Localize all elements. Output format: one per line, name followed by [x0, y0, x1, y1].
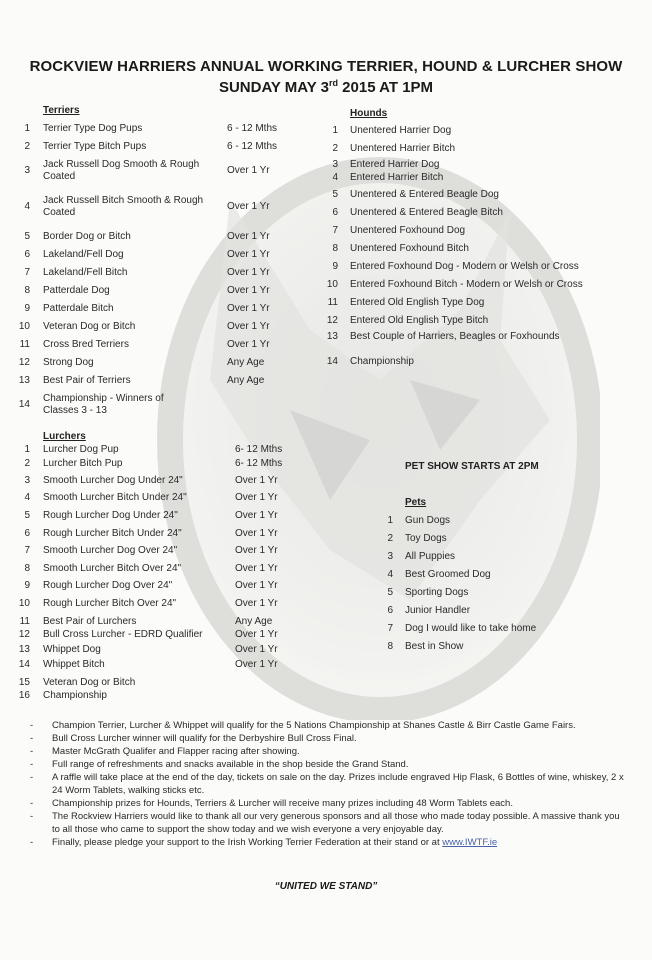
terrier-class-age: Over 1 Yr	[227, 249, 270, 260]
hound-class-number: 9	[332, 261, 338, 272]
terrier-class-name-cont: Classes 3 - 13	[43, 405, 107, 416]
terrier-class-name: Terrier Type Bitch Pups	[43, 141, 147, 152]
hound-class-name: Best Couple of Harriers, Beagles or Foxhounds	[350, 331, 560, 342]
note-item: - Full range of refreshments and snacks available in the shop beside the Grand Stand.	[30, 759, 409, 770]
lurcher-class-number: 3	[24, 475, 30, 486]
hound-class-name: Unentered Foxhound Bitch	[350, 243, 469, 254]
lurcher-class-age: Any Age	[235, 616, 273, 627]
lurcher-class-number: 4	[24, 492, 30, 503]
hound-class-name: Entered Old English Type Bitch	[350, 315, 489, 326]
lurcher-class-age: Over 1 Yr	[235, 644, 278, 655]
hound-class-number: 3	[332, 159, 338, 170]
pet-class-name: Junior Handler	[405, 605, 471, 616]
lurcher-class-number: 9	[24, 580, 30, 591]
note-item: - The Rockview Harriers would like to thank all our very generous sponsors and all those who made today possible. A massive thank you to all those who came to support the show today and we wish everyone a very enjoyable day.	[30, 811, 620, 835]
show-notes	[30, 719, 630, 849]
pet-class-number: 4	[387, 569, 393, 580]
lurcher-class-age: Over 1 Yr	[235, 659, 278, 670]
hound-class-number: 8	[332, 243, 338, 254]
lurcher-class-name: Smooth Lurcher Bitch Over 24"	[43, 563, 182, 574]
hound-class-name: Championship	[350, 356, 414, 367]
hound-class-number: 2	[332, 143, 338, 154]
pet-class-number: 3	[387, 551, 393, 562]
terrier-class-number: 7	[24, 267, 30, 278]
terrier-class-name: Championship - Winners of	[43, 393, 164, 404]
hound-class-number: 7	[332, 225, 338, 236]
terrier-class-number: 14	[18, 399, 30, 410]
terrier-class-name: Best Pair of Terriers	[43, 375, 131, 386]
hound-class-name: Unentered & Entered Beagle Dog	[350, 189, 499, 200]
hound-class-number: 11	[327, 297, 338, 308]
hound-class-name: Unentered Harrier Dog	[350, 125, 452, 136]
lurcher-class-age: 6- 12 Mths	[235, 458, 283, 469]
note-item: - A raffle will take place at the end of the day, tickets on sale on the day. Prizes include engraved Hip Flask, 6 Bottles of wine, whiskey, 2 x 24 Worm Tablets, walking sticks etc.	[30, 772, 624, 796]
terrier-class-age: Over 1 Yr	[227, 321, 270, 332]
terrier-class-name: Patterdale Dog	[43, 285, 110, 296]
hound-class-number: 13	[326, 331, 338, 342]
terrier-class-number: 11	[19, 339, 30, 350]
lurcher-class-number: 16	[18, 690, 30, 701]
terrier-class-name: Patterdale Bitch	[43, 303, 114, 314]
terrier-class-number: 13	[18, 375, 30, 386]
lurcher-class-name: Rough Lurcher Dog Under 24"	[43, 510, 178, 521]
lurcher-class-age: Over 1 Yr	[235, 563, 278, 574]
pet-class-number: 1	[387, 515, 393, 526]
hound-class-name: Entered Harrier Bitch	[350, 172, 444, 183]
terrier-class-age: 6 - 12 Mths	[227, 123, 278, 134]
pet-class-number: 7	[387, 623, 393, 634]
pet-show-start: PET SHOW STARTS AT 2PM	[405, 461, 539, 472]
terrier-class-name: Jack Russell Bitch Smooth & Rough	[43, 195, 204, 206]
terrier-class-name: Lakeland/Fell Bitch	[43, 267, 128, 278]
lurcher-class-number: 11	[19, 616, 30, 627]
lurcher-class-name: Smooth Lurcher Dog Over 24"	[43, 545, 178, 556]
lurcher-class-name: Smooth Lurcher Bitch Under 24"	[43, 492, 187, 503]
lurcher-class-age: 6- 12 Mths	[235, 444, 283, 455]
terrier-class-age: Over 1 Yr	[227, 165, 270, 176]
lurcher-class-name: Championship	[43, 690, 107, 701]
note-item: - Master McGrath Qualifer and Flapper racing after showing.	[30, 746, 300, 757]
lurcher-class-number: 1	[24, 444, 30, 455]
terrier-class-number: 12	[18, 357, 30, 368]
terrier-class-name: Jack Russell Dog Smooth & Rough	[43, 159, 200, 170]
terrier-class-age: Over 1 Yr	[227, 285, 270, 296]
terrier-class-age: Any Age	[227, 375, 265, 386]
lurcher-class-name: Rough Lurcher Dog Over 24"	[43, 580, 173, 591]
lurcher-class-name: Veteran Dog or Bitch	[43, 677, 136, 688]
hound-class-number: 1	[332, 125, 338, 136]
terrier-class-age: Over 1 Yr	[227, 267, 270, 278]
lurcher-class-name: Lurcher Dog Pup	[43, 444, 119, 455]
pet-class-number: 6	[387, 605, 393, 616]
hound-class-number: 14	[326, 356, 338, 367]
lurchers-heading: Lurchers	[43, 431, 86, 442]
hound-class-number: 12	[326, 315, 338, 326]
terrier-class-age: Over 1 Yr	[227, 231, 270, 242]
pets-heading: Pets	[405, 497, 427, 508]
hound-class-number: 4	[332, 172, 338, 183]
terrier-class-name: Border Dog or Bitch	[43, 231, 131, 242]
terrier-class-number: 6	[24, 249, 30, 260]
lurcher-class-name: Lurcher Bitch Pup	[43, 458, 123, 469]
hound-class-name: Unentered Foxhound Dog	[350, 225, 466, 236]
terrier-class-number: 10	[18, 321, 30, 332]
terrier-class-name: Cross Bred Terriers	[43, 339, 129, 350]
terrier-class-number: 1	[24, 123, 30, 134]
terrier-class-age: 6 - 12 Mths	[227, 141, 278, 152]
lurcher-class-number: 2	[24, 458, 30, 469]
lurcher-class-number: 6	[24, 528, 30, 539]
footer-slogan: “UNITED WE STAND”	[274, 881, 378, 892]
hound-class-number: 6	[332, 207, 338, 218]
show-title: ROCKVIEW HARRIERS ANNUAL WORKING TERRIER, HOUND & LURCHER SHOW	[29, 58, 623, 75]
pet-class-number: 2	[387, 533, 393, 544]
pet-class-name: Dog I would like to take home	[405, 623, 537, 634]
terrier-class-number: 3	[24, 165, 30, 176]
lurcher-class-name: Best Pair of Lurchers	[43, 616, 137, 627]
lurcher-class-number: 8	[24, 563, 30, 574]
terrier-class-name: Terrier Type Dog Pups	[43, 123, 143, 134]
lurcher-class-age: Over 1 Yr	[235, 545, 278, 556]
pet-class-name: Sporting Dogs	[405, 587, 469, 598]
terrier-class-name-cont: Coated	[43, 207, 76, 218]
terrier-class-number: 9	[24, 303, 30, 314]
lurcher-class-number: 15	[18, 677, 30, 688]
terrier-class-name: Lakeland/Fell Dog	[43, 249, 124, 260]
pet-class-name: Best in Show	[405, 641, 464, 652]
pet-class-name: All Puppies	[405, 551, 456, 562]
hound-class-name: Entered Harrier Dog	[350, 159, 440, 170]
lurcher-class-name: Rough Lurcher Bitch Over 24"	[43, 598, 177, 609]
lurcher-class-age: Over 1 Yr	[235, 510, 278, 521]
lurcher-class-name: Whippet Dog	[43, 644, 101, 655]
hound-class-number: 10	[326, 279, 338, 290]
hound-class-name: Entered Old English Type Dog	[350, 297, 485, 308]
iwtf-link[interactable]: www.IWTF.ie	[442, 837, 498, 848]
lurcher-class-name: Whippet Bitch	[43, 659, 105, 670]
hound-class-name: Unentered Harrier Bitch	[350, 143, 456, 154]
lurcher-class-number: 7	[24, 545, 30, 556]
note-item: - Champion Terrier, Lurcher & Whippet will qualify for the 5 Nations Championship at Shanes Castle & Birr Castle Game Fairs.	[30, 720, 576, 731]
lurcher-class-name: Rough Lurcher Bitch Under 24"	[43, 528, 182, 539]
lurcher-class-name: Bull Cross Lurcher - EDRD Qualifier	[43, 629, 203, 640]
terrier-class-name: Strong Dog	[43, 357, 94, 368]
terrier-class-age: Over 1 Yr	[227, 201, 270, 212]
note-item: - Bull Cross Lurcher winner will qualify for the Derbyshire Bull Cross Final.	[30, 733, 357, 744]
terrier-class-number: 8	[24, 285, 30, 296]
terrier-class-number: 2	[24, 141, 30, 152]
hound-class-name: Entered Foxhound Bitch - Modern or Welsh or Cross	[350, 279, 583, 290]
hound-class-name: Entered Foxhound Dog - Modern or Welsh or Cross	[350, 261, 579, 272]
hounds-heading: Hounds	[350, 108, 388, 119]
terrier-class-name: Veteran Dog or Bitch	[43, 321, 136, 332]
lurcher-class-name: Smooth Lurcher Dog Under 24"	[43, 475, 183, 486]
pet-class-name: Gun Dogs	[405, 515, 451, 526]
lurcher-class-number: 13	[18, 644, 30, 655]
hound-class-number: 5	[332, 189, 338, 200]
terrier-class-age: Any Age	[227, 357, 265, 368]
lurcher-class-age: Over 1 Yr	[235, 580, 278, 591]
note-item: - Championship prizes for Hounds, Terriers & Lurcher will receive many prizes including 48 Worm Tablets each.	[30, 798, 513, 809]
terriers-heading: Terriers	[43, 105, 80, 116]
terrier-class-number: 5	[24, 231, 30, 242]
lurcher-class-age: Over 1 Yr	[235, 629, 278, 640]
terrier-class-age: Over 1 Yr	[227, 339, 270, 350]
lurcher-class-age: Over 1 Yr	[235, 475, 278, 486]
pet-class-number: 5	[387, 587, 393, 598]
lurcher-class-number: 10	[18, 598, 30, 609]
lurcher-class-number: 12	[18, 629, 30, 640]
lurcher-class-age: Over 1 Yr	[235, 492, 278, 503]
terrier-class-name-cont: Coated	[43, 171, 76, 182]
pet-class-number: 8	[387, 641, 393, 652]
show-date: SUNDAY MAY 3rd 2015 AT 1PM	[218, 78, 434, 96]
lurcher-class-number: 5	[24, 510, 30, 521]
hound-class-name: Unentered & Entered Beagle Bitch	[350, 207, 503, 218]
terrier-class-number: 4	[24, 201, 30, 212]
note-item-final: - Finally, please pledge your support to the Irish Working Terrier Federation at their stand or at www.IWTF.ie	[30, 837, 498, 848]
pet-class-name: Toy Dogs	[405, 533, 447, 544]
terrier-class-age: Over 1 Yr	[227, 303, 270, 314]
lurcher-class-age: Over 1 Yr	[235, 598, 278, 609]
lurcher-class-number: 14	[18, 659, 30, 670]
lurcher-class-age: Over 1 Yr	[235, 528, 278, 539]
pet-class-name: Best Groomed Dog	[405, 569, 491, 580]
